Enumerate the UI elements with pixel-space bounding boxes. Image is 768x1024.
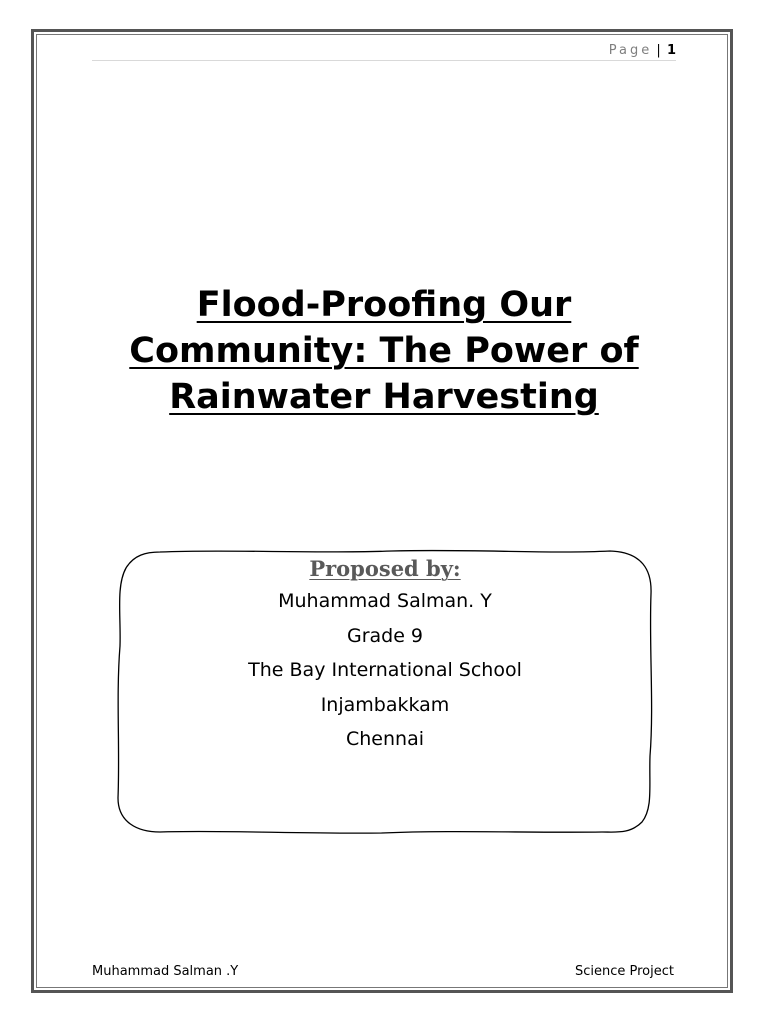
footer-project: Science Project (574, 964, 674, 979)
author-locality: Injambakkam (320, 693, 450, 716)
proposed-by-heading: Proposed by: (309, 556, 461, 581)
author-school: The Bay International School (248, 659, 522, 681)
author-box (118, 552, 652, 832)
footer-author: Muhammad Salman .Y (92, 964, 239, 979)
document-title: Flood-Proofing Our Community: The Power of Rainwater Harvesting (129, 285, 639, 417)
page-label: Page (608, 43, 653, 58)
author-grade: Grade 9 (346, 624, 424, 647)
page-header (92, 41, 676, 61)
header-rule (92, 60, 676, 61)
author-name: Muhammad Salman. Y (278, 590, 492, 612)
page-border-inner (36, 34, 728, 988)
page-separator: | (656, 43, 661, 58)
author-city: Chennai (345, 728, 424, 750)
page-number: 1 (666, 43, 676, 58)
